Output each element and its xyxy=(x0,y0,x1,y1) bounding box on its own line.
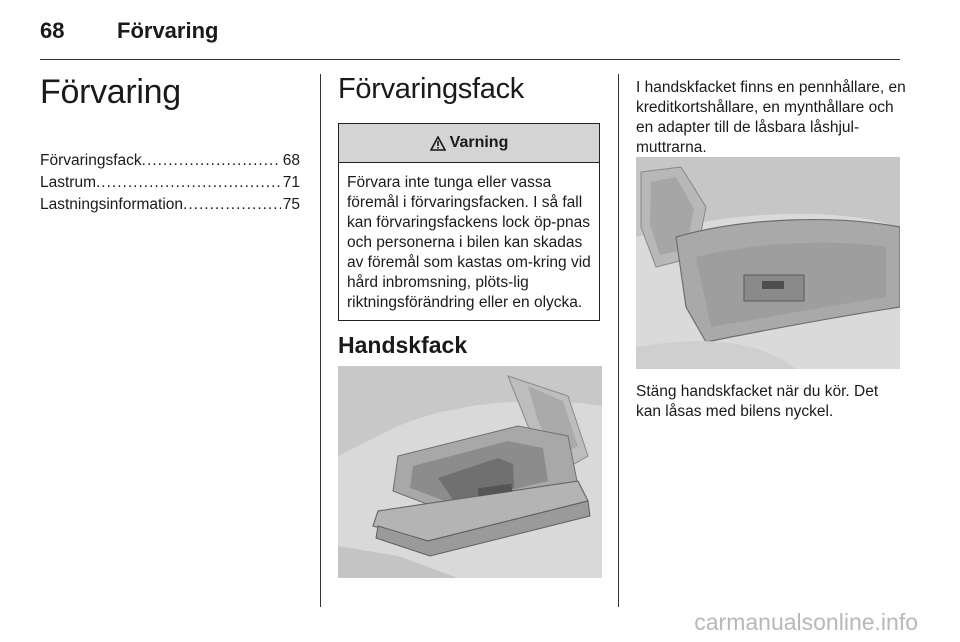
toc-leader xyxy=(142,150,281,172)
page-number: 68 xyxy=(40,18,65,43)
glovebox-lock-text: Stäng handskfacket när du kör. Det kan låsas med bilens nyckel. xyxy=(636,383,879,420)
column-divider-2 xyxy=(618,74,619,607)
glovebox-closed-illustration xyxy=(636,157,900,369)
table-of-contents xyxy=(40,150,300,216)
header-rule xyxy=(40,59,900,60)
toc-entry-lastrum[interactable] xyxy=(40,172,300,194)
glovebox-contents-text: I handskfacket finns en pennhållare, en kreditkortshållare, en mynthållare och en adapter till de låsbara låshjul-muttrarna. xyxy=(636,79,906,156)
toc-page: 68 xyxy=(282,152,300,169)
watermark: carmanualsonline.info xyxy=(694,609,918,635)
toc-page: 75 xyxy=(282,196,300,213)
toc-page: 71 xyxy=(282,174,300,191)
toc-entry-forvaringsfack[interactable] xyxy=(40,150,300,172)
column-divider-1 xyxy=(320,74,321,607)
warning-heading: Varning xyxy=(449,134,509,151)
chapter-title: Förvaring xyxy=(40,73,181,111)
warning-triangle-icon xyxy=(430,136,446,151)
toc-leader xyxy=(96,172,281,194)
toc-entry-lastningsinformation[interactable] xyxy=(40,194,300,216)
running-header-title: Förvaring xyxy=(117,18,219,43)
section-title: Förvaringsfack xyxy=(338,73,524,105)
toc-leader xyxy=(183,194,281,216)
toc-label: Lastningsinformation xyxy=(40,196,184,213)
warning-box xyxy=(338,123,600,321)
glovebox-open-illustration xyxy=(338,366,602,578)
toc-label: Lastrum xyxy=(40,174,96,191)
subsection-title: Handskfack xyxy=(338,332,468,358)
warning-text: Förvara inte tunga eller vassa föremål i förvaringsfacken. I så fall kan förvaringsfackens lock öp-pnas och personerna i bilen kan skadas av föremål som kastas om-kring vid hård inbromsning, plöts-lig riktningsförändring eller en olycka. xyxy=(347,174,591,311)
warning-header xyxy=(339,124,599,163)
toc-label: Förvaringsfack xyxy=(40,152,142,169)
